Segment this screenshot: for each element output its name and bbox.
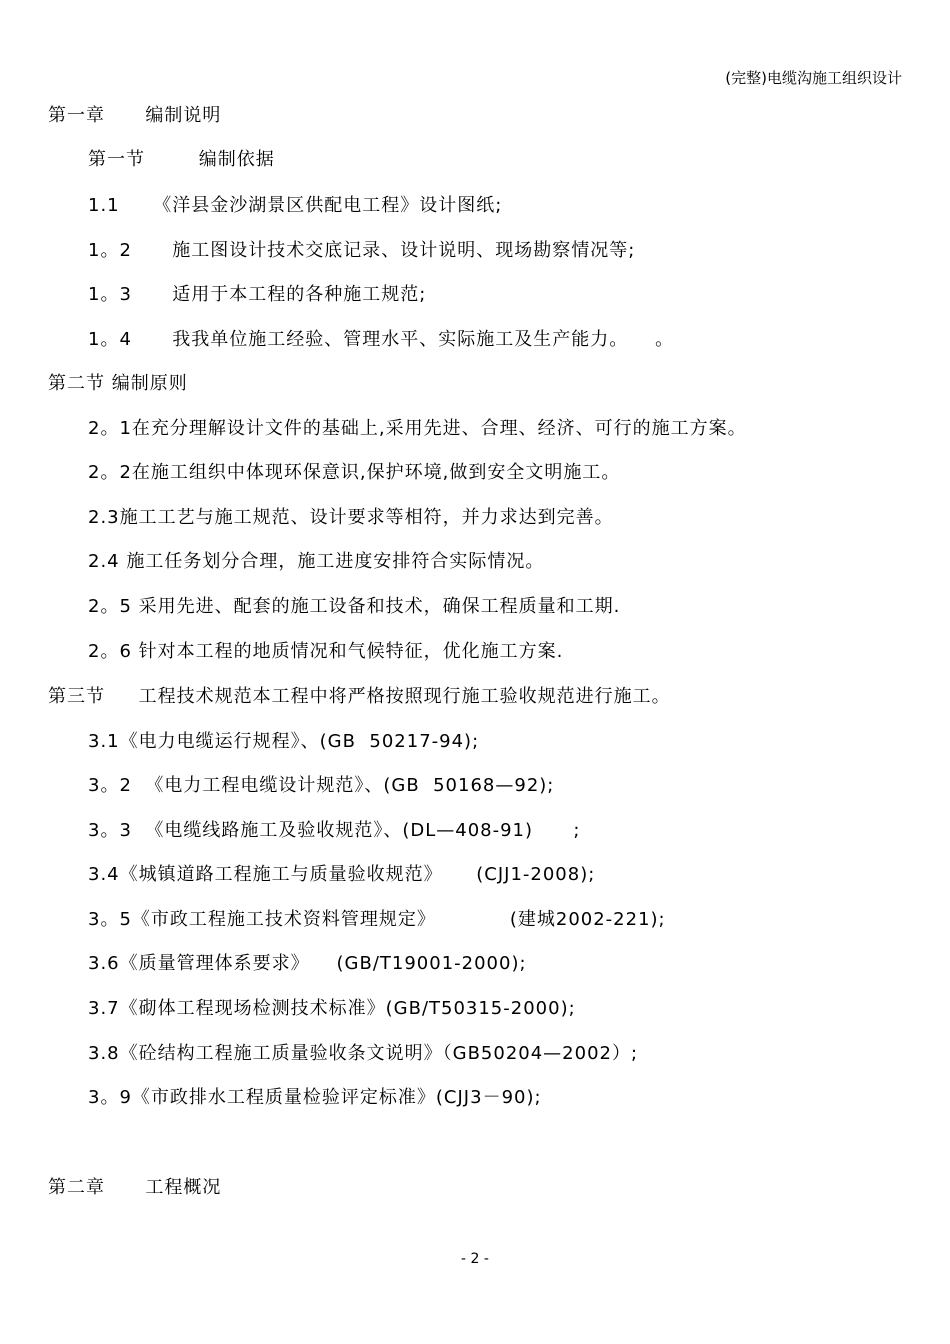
running-header: (完整)电缆沟施工组织设计: [725, 69, 902, 87]
standard-item: 3.7《砌体工程现场检测技术标准》(GB/T50315-2000);: [88, 998, 576, 1019]
standard-item: 3。2 《电力工程电缆设计规范》、(GB 50168—92);: [88, 775, 555, 796]
basis-item: 1.1 《洋县金沙湖景区供配电工程》设计图纸;: [88, 195, 503, 216]
principle-item: 2.3施工工艺与施工规范、设计要求等相符，并力求达到完善。: [88, 507, 614, 528]
standard-item: 3。3 《电缆线路施工及验收规范》、(DL—408-91) ;: [88, 820, 581, 841]
standard-item: 3。5《市政工程施工技术资料管理规定》 (建城2002-221);: [88, 909, 666, 930]
section-3-heading: 第三节 工程技术规范本工程中将严格按照现行施工验收规范进行施工。: [48, 686, 671, 707]
basis-item: 1。2 施工图设计技术交底记录、设计说明、现场勘察情况等;: [88, 240, 636, 261]
standard-item: 3.6《质量管理体系要求》 (GB/T19001-2000);: [88, 953, 527, 974]
chapter-1-heading: 第一章 编制说明: [48, 105, 222, 126]
page-number: - 2 -: [461, 1251, 489, 1267]
basis-item: 1。4 我我单位施工经验、管理水平、实际施工及生产能力。 。: [88, 329, 675, 350]
standard-item: 3.8《砼结构工程施工质量验收条文说明》（GB50204—2002）;: [88, 1043, 639, 1064]
section-1-heading: 第一节 编制依据: [88, 149, 275, 170]
basis-item: 1。3 适用于本工程的各种施工规范;: [88, 284, 427, 305]
principle-item: 2。6 针对本工程的地质情况和气候特征，优化施工方案.: [88, 641, 564, 662]
principle-item: 2。5 采用先进、配套的施工设备和技术，确保工程质量和工期.: [88, 596, 621, 617]
chapter-2-heading: 第二章 工程概况: [48, 1177, 222, 1198]
standard-item: 3.1《电力电缆运行规程》、(GB 50217-94);: [88, 731, 480, 752]
principle-item: 2。1在充分理解设计文件的基础上,采用先进、合理、经济、可行的施工方案。: [88, 418, 747, 439]
standard-item: 3.4《城镇道路工程施工与质量验收规范》 (CJJ1-2008);: [88, 864, 596, 885]
principle-item: 2。2在施工组织中体现环保意识,保护环境,做到安全文明施工。: [88, 462, 621, 483]
section-2-heading: 第二节 编制原则: [48, 373, 188, 394]
principle-item: 2.4 施工任务划分合理，施工进度安排符合实际情况。: [88, 551, 545, 572]
standard-item: 3。9《市政排水工程质量检验评定标准》(CJJ3－90);: [88, 1087, 542, 1108]
